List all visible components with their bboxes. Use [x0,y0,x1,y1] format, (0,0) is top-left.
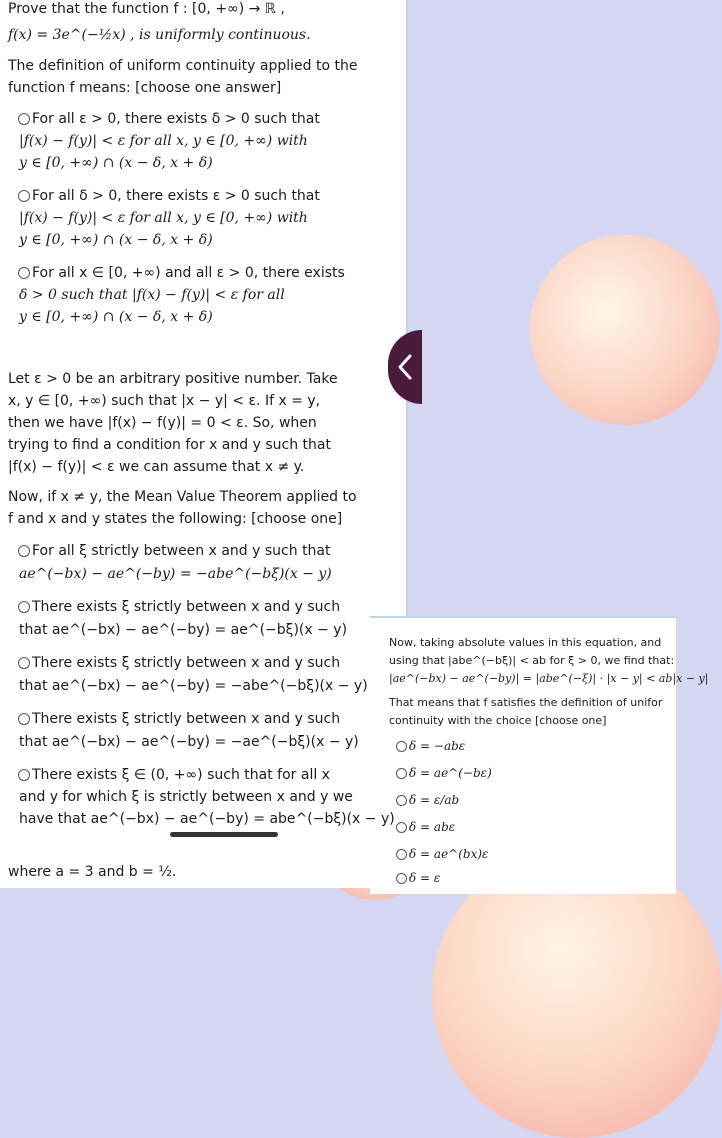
q2-option-4[interactable]: There exists ξ strictly between x and y such [18,708,402,730]
radio-button[interactable] [18,769,30,781]
q3-option-2[interactable]: δ = ae^(−bε) [396,764,492,782]
q3-option-4[interactable]: δ = abε [396,818,455,836]
radio-button[interactable] [18,657,30,669]
q2-option-2-line-2: that ae^(−bx) − ae^(−by) = ae^(−bξ)(x − y) [19,622,348,638]
problem-line-1: Prove that the function f : [0, +∞) → ℝ , [8,1,285,17]
right-line-1: Now, taking absolute values in this equation, and [389,636,662,649]
q1-option-2-line-3: y ∈ [0, +∞) ∩ (x − δ, x + δ) [19,232,213,248]
radio-button[interactable] [396,795,407,806]
chevron-left-icon [396,353,414,381]
right-line-3: |ae^(−bx) − ae^(−by)| = |abe^(−ξ)| · |x − y| < ab|x − y| [389,672,709,685]
q1-option-3-line-3: y ∈ [0, +∞) ∩ (x − δ, x + δ) [19,309,213,325]
radio-button[interactable] [18,113,30,125]
radio-button[interactable] [18,190,30,202]
q2-option-3-line-2: that ae^(−bx) − ae^(−by) = −abe^(−bξ)(x − y) [19,678,368,694]
proof-line-4: trying to find a condition for x and y such that [8,437,331,453]
q3-option-5[interactable]: δ = ae^(bx)ε [396,845,488,863]
proof-line-5: |f(x) − f(y)| < ε we can assume that x ≠ y. [8,459,305,475]
q1-option-1-line-3: y ∈ [0, +∞) ∩ (x − δ, x + δ) [19,155,213,171]
q1-option-3-line-2: δ > 0 such that |f(x) − f(y)| < ε for all [19,287,285,303]
radio-button[interactable] [396,873,407,884]
decorative-orb [530,235,720,425]
q3-option-1[interactable]: δ = −abε [396,737,465,755]
radio-button[interactable] [396,822,407,833]
proof-line-3: then we have |f(x) − f(y)| = 0 < ε. So, when [8,415,317,431]
proof-line-6: Now, if x ≠ y, the Mean Value Theorem applied to [8,489,357,505]
q3-option-6[interactable]: δ = ε [396,869,440,887]
q1-option-1[interactable]: For all ε > 0, there exists δ > 0 such that [18,108,402,130]
radio-button[interactable] [18,713,30,725]
right-line-4: That means that f satisfies the definition of unifor [389,696,663,709]
where-note: where a = 3 and b = ½. [8,864,177,880]
radio-button[interactable] [18,601,30,613]
right-line-5: continuity with the choice [choose one] [389,714,607,727]
q2-option-1-line-2: ae^(−bx) − ae^(−by) = −abe^(−bξ)(x − y) [19,566,332,582]
q1-option-2-line-2: |f(x) − f(y)| < ε for all x, y ∈ [0, +∞) with [19,210,308,226]
radio-button[interactable] [18,545,30,557]
proof-line-2: x, y ∈ [0, +∞) such that |x − y| < ε. If x = y, [8,393,321,409]
q2-option-5-line-2: and y for which ξ is strictly between x and y we [19,789,353,805]
radio-button[interactable] [396,849,407,860]
q1-option-1-line-2: |f(x) − f(y)| < ε for all x, y ∈ [0, +∞) with [19,133,308,149]
scroll-indicator [170,832,278,837]
q3-option-3[interactable]: δ = ε/ab [396,791,459,809]
q2-option-5[interactable]: There exists ξ ∈ (0, +∞) such that for all x [18,764,402,786]
q2-option-2[interactable]: There exists ξ strictly between x and y such [18,596,402,618]
radio-button[interactable] [18,267,30,279]
q2-option-4-line-2: that ae^(−bx) − ae^(−by) = −ae^(−bξ)(x − y) [19,734,359,750]
q2-option-3[interactable]: There exists ξ strictly between x and y such [18,652,402,674]
proof-line-1: Let ε > 0 be an arbitrary positive number. Take [8,371,338,387]
question-1-line-2: function f means: [choose one answer] [8,80,282,96]
q2-option-5-line-3: have that ae^(−bx) − ae^(−by) = abe^(−bξ)(x − y) [19,811,395,827]
question-1-line-1: The definition of uniform continuity applied to the [8,58,358,74]
radio-button[interactable] [396,741,407,752]
proof-line-7: f and x and y states the following: [choose one] [8,511,343,527]
right-line-2: using that |abe^(−bξ)| < ab for ξ > 0, we find that: [389,654,675,667]
radio-button[interactable] [396,768,407,779]
problem-line-2: f(x) = 3e^(−½x) , is uniformly continuous. [8,27,311,43]
q1-option-3[interactable]: For all x ∈ [0, +∞) and all ε > 0, there exists [18,262,402,284]
q2-option-1[interactable]: For all ξ strictly between x and y such that [18,540,402,562]
q1-option-2[interactable]: For all δ > 0, there exists ε > 0 such that [18,185,402,207]
